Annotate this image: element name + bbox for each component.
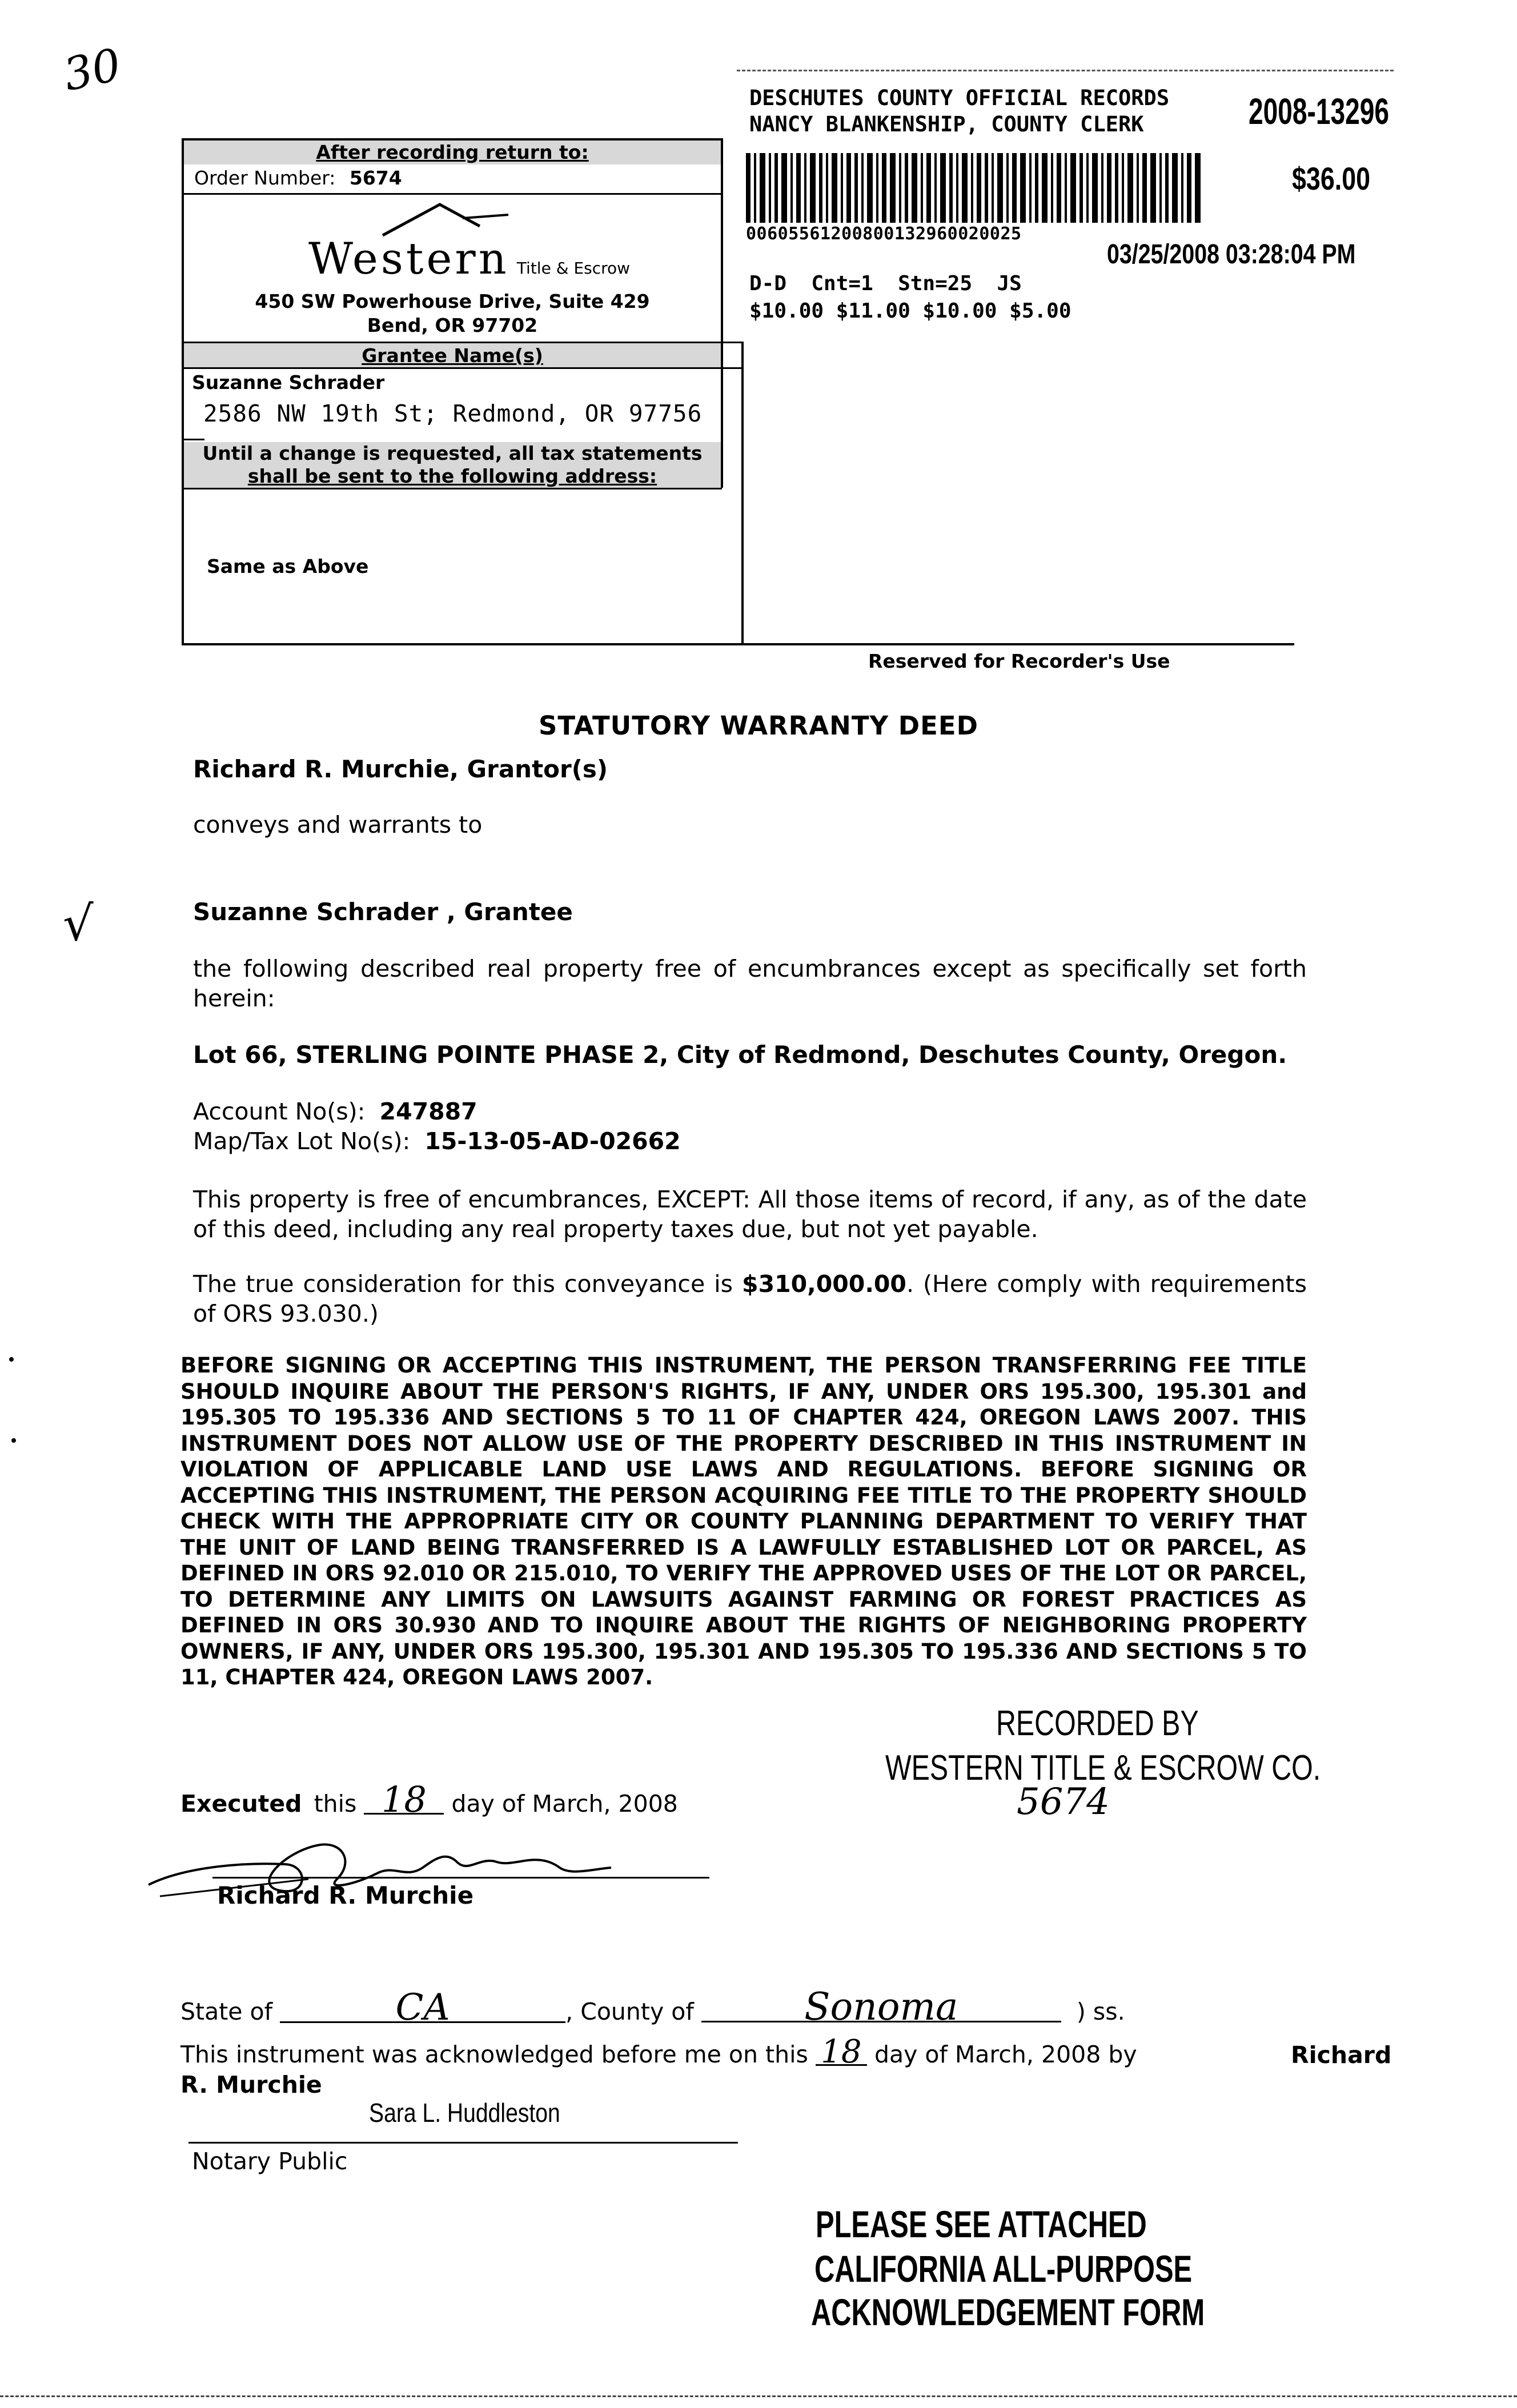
tax-statement-address: Same as Above (207, 555, 369, 577)
consideration-amount: $310,000.00 (742, 1270, 906, 1298)
company-name: Western (308, 233, 509, 284)
executed-this: this (314, 1790, 357, 1817)
consideration-paragraph (193, 1269, 1307, 1329)
return-header-text: After recording return to: (316, 141, 589, 163)
state-value: CA (280, 1994, 565, 2023)
county-label: , County of (565, 1998, 694, 2025)
order-number-line (194, 167, 402, 189)
recorder-line1: DESCHUTES COUNTY OFFICIAL RECORDS (749, 86, 1170, 110)
consideration-before: The true consideration for this conveyance is (193, 1270, 743, 1298)
ack-before: This instrument was acknowledged before me on this (180, 2041, 808, 2068)
ack-after: day of March, 2008 by (874, 2041, 1137, 2068)
land-use-warning: BEFORE SIGNING OR ACCEPTING THIS INSTRUMENT, THE PERSON TRANSFERRING FEE TITLE SHOULD INQUIRE ABOUT THE PERSON'S RIGHTS, IF ANY, UNDER ORS 195.300, 195.301 and 195.305 TO 195.336 AND SECTIONS 5 TO 11 OF CHAPTER 424, OREGON LAWS 2007. THIS INSTRUMENT DOES NOT ALLOW USE OF THE PROPERTY DESCRIBED IN THIS INSTRUMENT IN VIOLATION OF APPLICABLE LAND USE LAWS AND REGULATIONS. BEFORE SIGNING OR ACCEPTING THIS INSTRUMENT, THE PERSON ACQUIRING FEE TITLE TO THE PROPERTY SHOULD CHECK WITH THE APPROPRIATE CITY OR COUNTY PLANNING DEPARTMENT TO VERIFY THAT THE UNIT OF LAND BEING TRANSFERRED IS A LAWFULLY ESTABLISHED LOT OR PARCEL, AS DEFINED IN ORS 92.010 OR 215.010, TO VERIFY THE APPROVED USES OF THE LOT OR PARCEL, TO DETERMINE ANY LIMITS ON LAWSUITS AGAINST FARMING OR FOREST PRACTICES AS DEFINED IN ORS 30.930 AND TO INQUIRE ABOUT THE RIGHTS OF NEIGHBORING PROPERTY OWNERS, IF ANY, UNDER ORS 195.300, 195.301 AND 195.305 TO 195.336 AND SECTIONS 5 TO 11, CHAPTER 424, OREGON LAWS 2007. (180, 1353, 1307, 1689)
recorder-top-line (737, 70, 1394, 71)
state-label: State of (180, 1998, 273, 2025)
attached-line1: PLEASE SEE ATTACHED (816, 2203, 1147, 2245)
return-box-header (184, 141, 721, 164)
tax-statement-header (184, 442, 721, 488)
grantee-header-text: Grantee Name(s) (362, 344, 543, 367)
recorded-by-line2: WESTERN TITLE & ESCROW CO. (885, 1748, 1321, 1788)
executed-line (180, 1779, 678, 1820)
ss-label: ) ss. (1076, 1998, 1125, 2025)
grantor-line: Richard R. Murchie, Grantor(s) (193, 755, 608, 783)
bottom-edge-line (0, 2395, 1517, 2397)
recorder-barcode (746, 153, 1203, 223)
recorder-fee: $36.00 (1292, 160, 1371, 196)
company-address1: 450 SW Powerhouse Drive, Suite 429 (255, 290, 650, 312)
ack-name: Richard R. Murchie (180, 2041, 1392, 2098)
encumbrance-paragraph: This property is free of encumbrances, EXCEPT: All those items of record, if any, as of the date of this deed, including any real property taxes due, but not yet payable. (193, 1186, 1307, 1243)
company-logo (308, 233, 630, 284)
account-number: 247887 (379, 1098, 477, 1125)
state-county-line (180, 1985, 1125, 2029)
recorder-line2: NANCY BLANKENSHIP, COUNTY CLERK (749, 112, 1144, 137)
recorder-codes: D-D Cnt=1 Stn=25 JS (749, 272, 1022, 295)
company-address2: Bend, OR 97702 (367, 314, 538, 336)
legal-description: Lot 66, STERLING POINTE PHASE 2, City of Redmond, Deschutes County, Oregon. (193, 1041, 1287, 1069)
tax-header-line1: Until a change is requested, all tax statements (202, 442, 703, 464)
map-line (193, 1127, 681, 1155)
company-suffix: Title & Escrow (516, 259, 631, 278)
property-intro: the following described real property free of encumbrances except as specifically set forth herein: (193, 955, 1307, 1012)
margin-dot-2 (11, 1438, 16, 1443)
grantee-box-name: Suzanne Schrader (192, 371, 385, 394)
margin-dot-1 (9, 1357, 14, 1362)
recorder-barcode-number: 00605561200800132960020025 (746, 224, 1022, 244)
recorder-reserved-label: Reserved for Recorder's Use (868, 650, 1170, 672)
attached-line2: CALIFORNIA ALL-PURPOSE (814, 2248, 1193, 2290)
notary-name-stamp: Sara L. Huddleston (369, 2098, 560, 2128)
recorded-by-line1: RECORDED BY (996, 1704, 1199, 1743)
recorder-doc-number: 2008-13296 (1249, 91, 1389, 132)
grantee-box-address: 2586 NW 19th St; Redmond, OR 97756 (203, 400, 703, 427)
order-label: Order Number: (194, 167, 336, 189)
map-label: Map/Tax Lot No(s): (193, 1127, 411, 1155)
executed-label: Executed (180, 1790, 302, 1817)
consideration-after: . (Here comply with requirements of ORS 93.030.) (193, 1270, 1307, 1327)
grantee-header (184, 343, 721, 367)
executed-day: 18 (364, 1787, 444, 1815)
county-value: Sonoma (701, 1993, 1061, 2022)
grantee-line: Suzanne Schrader , Grantee (193, 898, 573, 926)
grantor-signer-name: Richard R. Murchie (217, 1881, 474, 1909)
recorder-datetime: 03/25/2008 03:28:04 PM (1107, 239, 1356, 270)
recorder-amounts: $10.00 $11.00 $10.00 $5.00 (749, 299, 1071, 323)
check-mark: √ (63, 896, 94, 952)
account-line (193, 1098, 477, 1125)
conveys-line: conveys and warrants to (193, 811, 483, 838)
executed-rest: day of March, 2008 (451, 1790, 678, 1817)
account-label: Account No(s): (193, 1098, 366, 1125)
map-number: 15-13-05-AD-02662 (424, 1127, 681, 1155)
recorded-by-order-number: 5674 (1017, 1781, 1110, 1823)
ack-day: 18 (816, 2040, 867, 2066)
deed-title: STATUTORY WARRANTY DEED (539, 711, 978, 741)
attached-line3: ACKNOWLEDGEMENT FORM (811, 2291, 1205, 2333)
notary-public-label: Notary Public (192, 2148, 348, 2175)
order-number: 5674 (349, 167, 402, 189)
margin-page-mark: 30 (59, 39, 126, 102)
tax-header-line2: shall be sent to the following address: (247, 465, 657, 487)
